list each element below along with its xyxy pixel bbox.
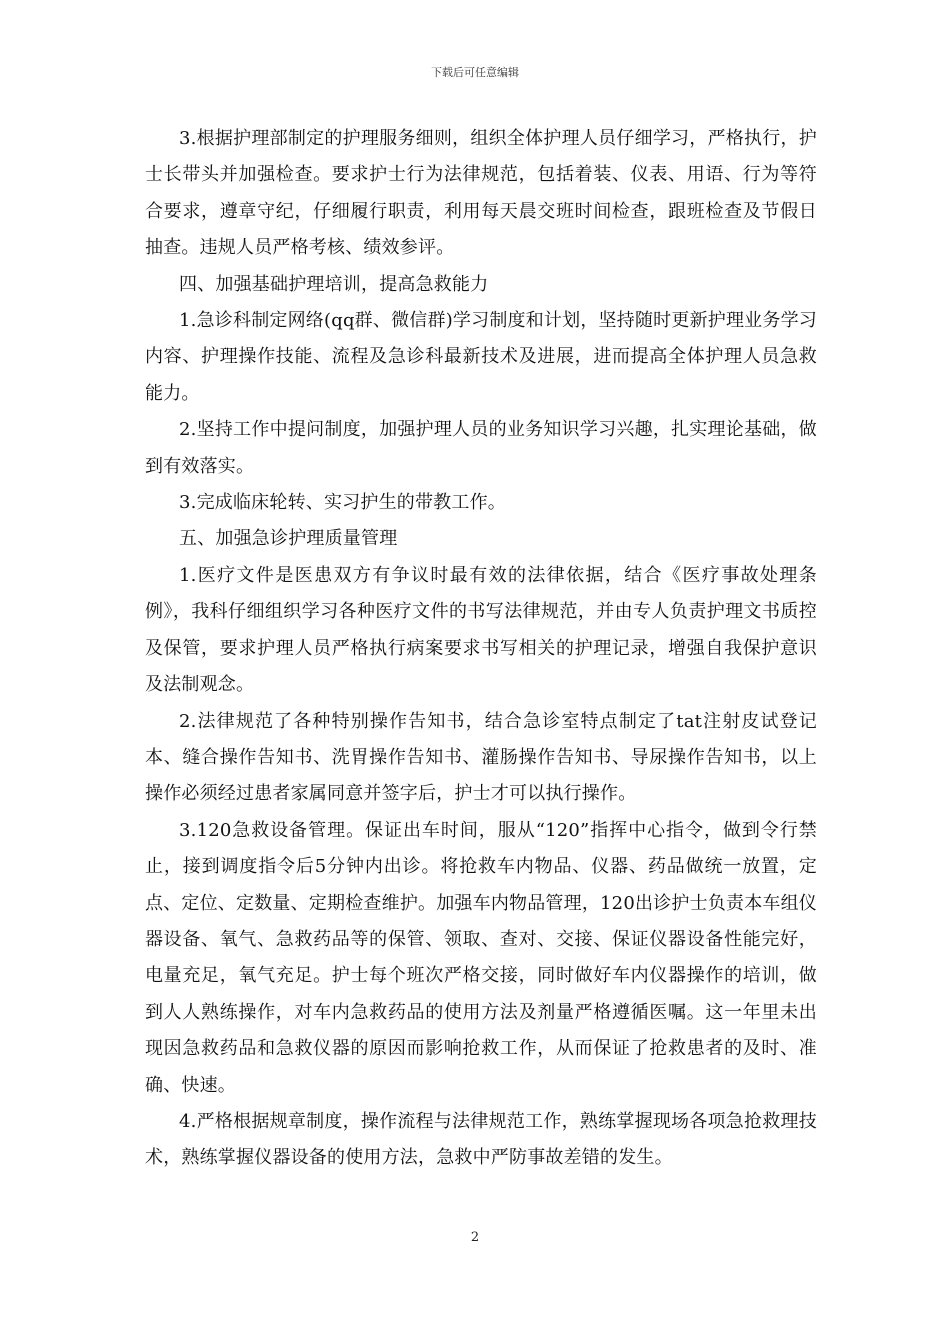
- document-body: [145, 121, 817, 1177]
- paragraph-nursing-service-rules: 3.根据护理部制定的护理服务细则，组织全体护理人员仔细学习，严格执行，护士长带头并加强检查。要求护士行为法律规范，包括着装、仪表、用语、行为等符合要求，遵章守纪，仔细履行职责，利用每天晨交班时间检查，跟班检查及节假日抽查。违规人员严格考核、绩效参评。: [145, 128, 817, 259]
- paragraph-questioning-system: 2.坚持工作中提问制度，加强护理人员的业务知识学习兴趣，扎实理论基础，做到有效落实。: [145, 419, 817, 477]
- paragraph-120-equipment: 3.120急救设备管理。保证出车时间，服从“120”指挥中心指令，做到令行禁止，接到调度指令后5分钟内出诊。将抢救车内物品、仪器、药品做统一放置，定点、定位、定数量、定期检查维护。加强车内物品管理，120出诊护士负责本车组仪器设备、氧气、急救药品等的保管、领取、查对、交接、保证仪器设备性能完好，电量充足，氧气充足。护士每个班次严格交接，同时做好车内仪器操作的培训，做到人人熟练操作，对车内急救药品的使用方法及剂量严格遵循医嘱。这一年里未出现因急救药品和急救仪器的原因而影响抢救工作，从而保证了抢救患者的及时、准确、快速。: [145, 819, 817, 1096]
- paragraph-medical-documents: 1.医疗文件是医患双方有争议时最有效的法律依据，结合《医疗事故处理条例》，我科仔细组织学习各种医疗文件的书写法律规范，并由专人负责护理文书质控及保管，要求护理人员严格执行病案要求书写相关的护理记录，增强自我保护意识及法制观念。: [145, 564, 817, 696]
- paragraph-online-study-system: 1.急诊科制定网络(qq群、微信群)学习制度和计划，坚持随时更新护理业务学习内容、护理操作技能、流程及急诊科最新技术及进展，进而提高全体护理人员急救能力。: [145, 310, 817, 404]
- page-number: 2: [470, 1230, 480, 1245]
- section-heading-basic-nursing-training: 四、加强基础护理培训，提高急救能力: [179, 273, 489, 295]
- paragraph-teaching-work: 3.完成临床轮转、实习护生的带教工作。: [179, 492, 506, 514]
- page-header: 下载后可任意编辑: [431, 66, 519, 79]
- paragraph-consent-forms: 2.法律规范了各种特别操作告知书，结合急诊室特点制定了tat注射皮试登记本、缝合操作告知书、洗胃操作告知书、灌肠操作告知书、导尿操作告知书，以上操作必须经过患者家属同意并签字后，护士才可以执行操作。: [145, 710, 817, 805]
- section-heading-quality-management: 五、加强急诊护理质量管理: [179, 528, 398, 550]
- paragraph-standard-operations: 4.严格根据规章制度，操作流程与法律规范工作，熟练掌握现场各项急抢救理技术，熟练掌握仪器设备的使用方法，急救中严防事故差错的发生。: [145, 1110, 817, 1169]
